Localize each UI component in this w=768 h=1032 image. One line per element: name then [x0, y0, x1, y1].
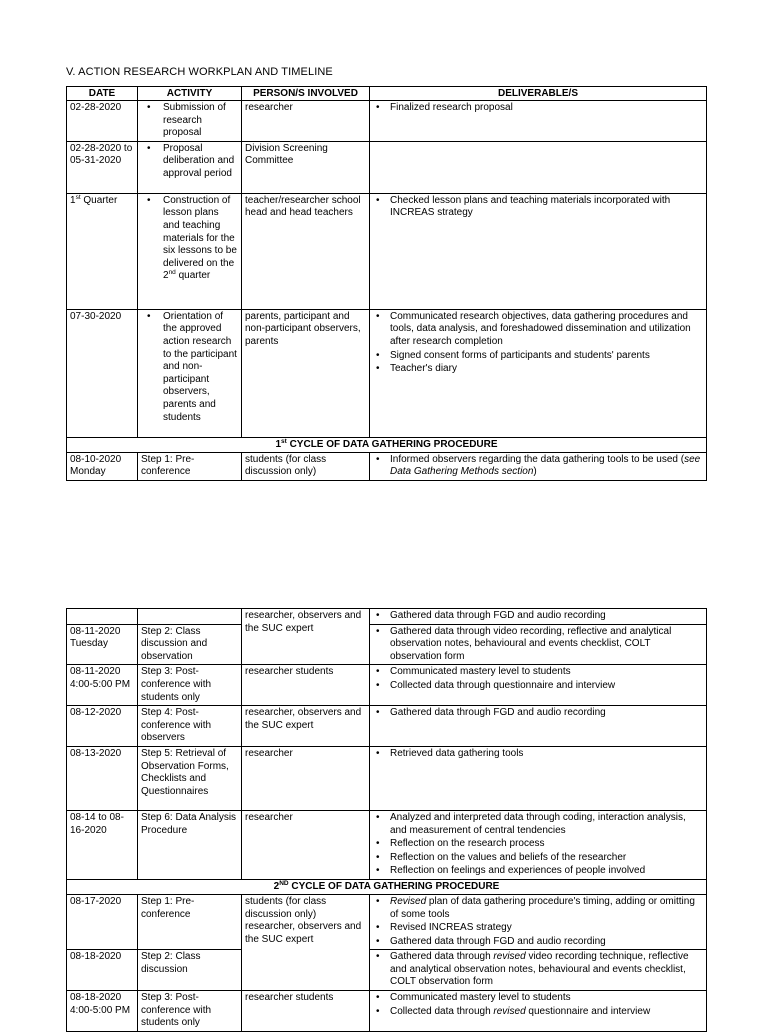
list-item: • Communicated mastery level to students — [373, 666, 703, 679]
ordinal-suffix: nd — [168, 269, 176, 277]
date-cell: 08-12-2020 — [67, 706, 138, 747]
table-row — [67, 624, 707, 665]
table-row — [67, 894, 707, 949]
deliverable-text: plan of data gathering procedure's timing, adding or omitting of some tools — [390, 895, 695, 920]
list-item: • Communicated mastery level to students — [373, 992, 703, 1005]
activity-cell: Step 4: Post-conference with observers — [138, 706, 242, 747]
date-cell: 08-18-2020 — [67, 950, 138, 991]
list-item: • Gathered data through FGD and audio recording — [373, 707, 703, 720]
persons-cell: students (for class discussion only) — [242, 452, 370, 480]
deliverables-cell — [370, 193, 707, 309]
list-item: • Reflection on feelings and experiences of people involved — [373, 865, 703, 878]
date-cell: 02-28-2020 to 05-31-2020 — [67, 141, 138, 193]
date-cell: 08-18-2020 4:00-5:00 PM — [67, 991, 138, 1032]
table-row — [67, 141, 707, 193]
header-date: DATE — [67, 87, 138, 101]
deliverables-cell — [370, 894, 707, 949]
deliverables-cell — [370, 141, 707, 193]
persons-cell: researcher — [242, 746, 370, 810]
header-activity: ACTIVITY — [138, 87, 242, 101]
deliverables-cell — [370, 309, 707, 437]
deliverables-cell — [370, 746, 707, 810]
persons-cell: parents, participant and non-participant observers, parents — [242, 309, 370, 437]
list-item: • Reflection on the values and beliefs of the researcher — [373, 852, 703, 865]
deliverable-text: ) — [533, 466, 537, 478]
activity-cell: Step 2: Class discussion and observation — [138, 624, 242, 665]
persons-cell: Division Screening Committee — [242, 141, 370, 193]
activity-cell: Step 6: Data Analysis Procedure — [138, 810, 242, 879]
date-cell: 08-11-2020 4:00-5:00 PM — [67, 665, 138, 706]
date-cell: 07-30-2020 — [67, 309, 138, 437]
date-cell: 02-28-2020 — [67, 101, 138, 142]
list-item: • Revised INCREAS strategy — [373, 922, 703, 935]
activity-text: quarter — [175, 270, 211, 282]
list-item: • Submission of research proposal — [141, 102, 238, 140]
persons-cell: students (for class discussion only) researcher, observers and the SUC expert — [242, 894, 370, 990]
list-item: • Gathered data through FGD and audio recording — [373, 936, 703, 949]
date-text: 1 — [70, 194, 76, 206]
section-heading: V. ACTION RESEARCH WORKPLAN AND TIMELINE — [66, 66, 333, 78]
persons-cell: researcher students — [242, 665, 370, 706]
table-row — [67, 665, 707, 706]
cycle-header-row — [67, 437, 707, 452]
date-cell: 08-14 to 08-16-2020 — [67, 810, 138, 879]
deliverables-cell — [370, 706, 707, 747]
table-header-row — [67, 87, 707, 101]
activity-text: Construction of lesson plans and teaching materials for the six lessons to be delivered on the 2 — [163, 194, 237, 282]
activity-cell: Step 2: Class discussion — [138, 950, 242, 991]
table-row — [67, 609, 707, 625]
table-row — [67, 991, 707, 1032]
table-row — [67, 193, 707, 309]
date-cell: 08-17-2020 — [67, 894, 138, 949]
deliverable-text: Collected data through — [390, 1005, 494, 1017]
activity-cell: Step 1: Pre-conference — [138, 894, 242, 949]
activity-cell: Step 1: Pre-conference — [138, 452, 242, 480]
list-item: • Checked lesson plans and teaching materials incorporated with INCREAS strategy — [373, 195, 703, 220]
date-cell: 08-10-2020 Monday — [67, 452, 138, 480]
cycle-title-text: CYCLE OF DATA GATHERING PROCEDURE — [288, 880, 500, 892]
date-text: Quarter — [80, 194, 118, 206]
deliverables-cell — [370, 101, 707, 142]
ordinal-suffix: st — [75, 193, 81, 201]
persons-cell: researcher students — [242, 991, 370, 1032]
persons-cell: teacher/researcher school head and head teachers — [242, 193, 370, 309]
table-row — [67, 950, 707, 991]
list-item: • Retrieved data gathering tools — [373, 748, 703, 761]
deliverables-cell — [370, 452, 707, 480]
activity-cell — [138, 193, 242, 309]
deliverables-cell — [370, 950, 707, 991]
deliverable-text: Gathered data through — [390, 951, 494, 963]
table-row — [67, 746, 707, 810]
header-deliverables: DELIVERABLE/S — [370, 87, 707, 101]
activity-cell — [138, 609, 242, 625]
cycle-number: 1 — [275, 438, 282, 450]
cycle-2-title — [67, 879, 707, 894]
deliverables-cell — [370, 624, 707, 665]
activity-cell: Step 3: Post-conference with students only — [138, 665, 242, 706]
date-cell — [67, 609, 138, 625]
table-row — [67, 810, 707, 879]
table-row — [67, 452, 707, 480]
ordinal-suffix: ND — [279, 879, 289, 887]
table-row — [67, 706, 707, 747]
list-item: • Reflection on the research process — [373, 838, 703, 851]
list-item: • Gathered data through video recording, reflective and analytical observation notes, behavioural and events checklist, COLT observation form — [373, 626, 703, 664]
table-row — [67, 101, 707, 142]
ordinal-suffix: st — [281, 437, 287, 445]
deliverables-cell — [370, 810, 707, 879]
deliverable-text: questionnaire and interview — [525, 1005, 651, 1017]
list-item — [373, 896, 703, 921]
list-item: • Gathered data through FGD and audio recording — [373, 610, 703, 623]
table-row — [67, 309, 707, 437]
list-item: • Collected data through questionnaire and interview — [373, 680, 703, 693]
persons-cell: researcher — [242, 101, 370, 142]
date-cell: 08-11-2020 Tuesday — [67, 624, 138, 665]
cycle-title-text: CYCLE OF DATA GATHERING PROCEDURE — [286, 438, 498, 450]
deliverable-italic: revised — [493, 1005, 526, 1017]
deliverables-cell — [370, 991, 707, 1032]
deliverables-cell — [370, 609, 707, 625]
list-item: • Communicated research objectives, data gathering procedures and tools, data analysis, and foreshadowed dissemination and utilization after research completion — [373, 311, 703, 349]
activity-cell — [138, 141, 242, 193]
list-item: • Signed consent forms of participants and students' parents — [373, 350, 703, 363]
list-item — [141, 195, 238, 283]
header-persons: PERSON/S INVOLVED — [242, 87, 370, 101]
list-item: • Finalized research proposal — [373, 102, 703, 115]
activity-cell: Step 5: Retrieval of Observation Forms, Checklists and Questionnaires — [138, 746, 242, 810]
workplan-table-page2 — [66, 608, 707, 1032]
workplan-table-page1 — [66, 86, 707, 481]
list-item: • Orientation of the approved action research to the participant and non-participant observers, parents and students — [141, 311, 238, 424]
persons-cell: researcher, observers and the SUC expert — [242, 706, 370, 747]
list-item — [373, 951, 703, 989]
list-item — [373, 454, 703, 479]
cycle-header-row — [67, 879, 707, 894]
activity-cell — [138, 309, 242, 437]
activity-cell: Step 3: Post-conference with students only — [138, 991, 242, 1032]
persons-cell: researcher, observers and the SUC expert — [242, 609, 370, 665]
deliverable-italic: see Data Gathering Methods section — [390, 453, 701, 478]
cycle-number: 2 — [273, 880, 280, 892]
persons-cell: researcher — [242, 810, 370, 879]
list-item — [373, 1006, 703, 1019]
deliverable-italic: Revised — [390, 895, 427, 907]
activity-cell — [138, 101, 242, 142]
list-item: • Proposal deliberation and approval period — [141, 143, 238, 181]
cycle-1-title — [67, 437, 707, 452]
list-item: • Teacher's diary — [373, 363, 703, 376]
date-cell — [67, 193, 138, 309]
date-cell: 08-13-2020 — [67, 746, 138, 810]
deliverables-cell — [370, 665, 707, 706]
deliverable-text: video recording technique, reflective and analytical observation notes, behavioural and events checklist, COLT observation form — [390, 951, 689, 988]
deliverable-text: Informed observers regarding the data gathering tools to be used ( — [390, 453, 685, 465]
list-item: • Analyzed and interpreted data through coding, interaction analysis, and measurement of central tendencies — [373, 812, 703, 837]
deliverable-italic: revised — [493, 951, 526, 963]
